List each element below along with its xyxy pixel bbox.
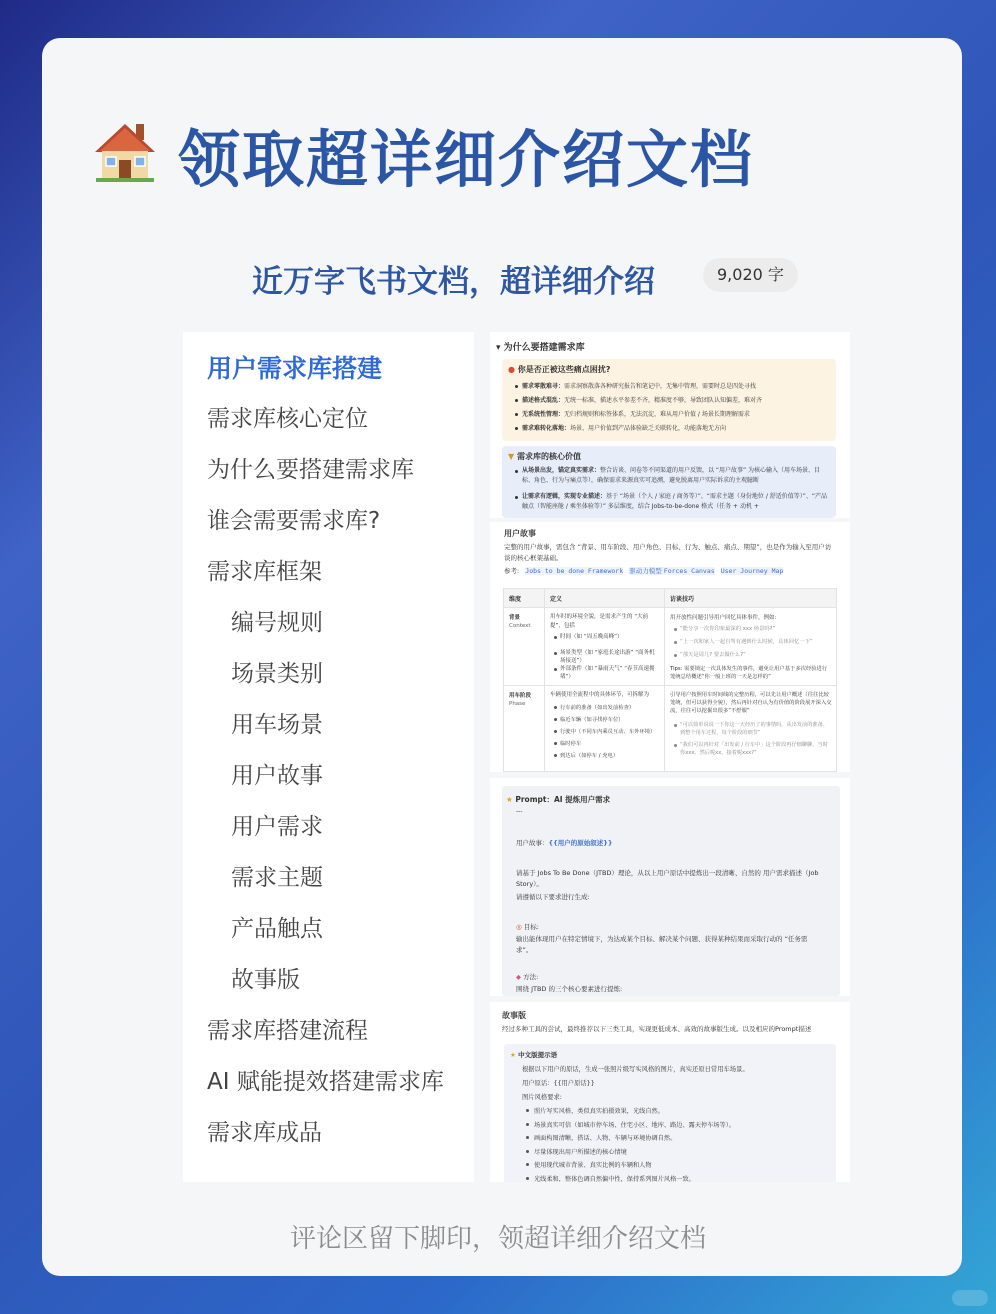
footer-cta: 评论区留下脚印，领超详细介绍文档: [289, 1224, 706, 1254]
trophy-icon: ▼: [508, 452, 515, 461]
definition-bullet: 外部条件（如 “暴雨天气” “春节高速拥堵”）: [560, 666, 655, 680]
prompt-text: 请遵循以下要求进行生成:: [516, 893, 590, 901]
bullet-dot: [554, 668, 557, 671]
toc-item[interactable]: 产品触点: [231, 916, 323, 942]
bullet-dot: [515, 399, 518, 402]
section-heading-text: 为什么要搭建需求库: [503, 343, 585, 353]
style-requirement: 场景真实可信（如城市停车场、住宅小区、地库、路边、露天停车场等）。: [534, 1121, 736, 1129]
style-requirement: 尽量体现出用户所描述的核心情境: [534, 1148, 627, 1156]
table-of-contents: [183, 332, 474, 1182]
row-dimension: 用车阶段: [509, 693, 532, 699]
pain-point-label: 无系统性管理：: [522, 411, 565, 418]
prompt-text: 围绕 JTBD 的三个核心要素进行提炼:: [516, 985, 623, 993]
definition-bullet: 时间（如 “周五晚高峰”）: [560, 634, 623, 640]
bullet-dot: [526, 1150, 529, 1153]
prompt-text: 请基于 Jobs To Be Done（JTBD）理论，从以上用户原话中提炼出一段清晰、自然的 用户需求描述（Job: [516, 869, 819, 877]
definition-bullet: 场景类型（如 “家庭长途出游” “商务机场接送”）: [560, 650, 655, 664]
definition-bullet: 行车前的准备（如出发前检查）: [560, 705, 635, 711]
callout-title: 需求库的核心价值: [516, 452, 581, 461]
tool-icon: ◆: [516, 973, 521, 981]
section-title: 用户故事: [504, 529, 536, 538]
bullet-dot: [554, 730, 557, 733]
prompt-text: 根据以下用户的原话，生成一张照片级写实风格的图片，真实还原日常用车场景。: [522, 1066, 749, 1073]
target-icon: ◎: [516, 923, 522, 931]
prompt-label: 方法:: [523, 973, 539, 981]
bullet-dot: [526, 1177, 529, 1180]
bullet-dot: [674, 724, 677, 727]
pain-point-text: 场景、用户价值到产品体验缺乏关联转化，功能落地无方向: [570, 425, 727, 432]
bullet-dot: [674, 654, 677, 657]
bullet-dot: [674, 641, 677, 644]
toc-item[interactable]: AI 赋能提效搭建需求库: [207, 1069, 444, 1095]
row-dimension-en: Context: [509, 623, 531, 629]
storyboard-prompt-box: [504, 1044, 836, 1182]
bullet-dot: [554, 718, 557, 721]
bullet-dot: [515, 496, 518, 499]
section-desc: 经过多种工具的尝试，最终推荐以下三类工具，实现更低成本、高效的故事版生成。以及相应的Prompt描述: [502, 1025, 812, 1033]
bullet-dot: [526, 1109, 529, 1112]
row-definition: 用车时的环境全貌，是需求产生的 “大前提”，包括: [550, 614, 649, 629]
doc-section-why: [490, 332, 850, 518]
doc-section-user-story: [490, 522, 850, 772]
toc-item[interactable]: 需求库核心定位: [207, 406, 368, 432]
value-text: 基于 “场景（个人 / 家庭 / 商务等）”、“需求主题（身份地位 / 舒适价值等）”、“产品触点（智能座舱 / 乘坐体验等）” 多层维度，结合 Jobs-to-be-done 格式（任务 + 动机 +: [522, 493, 827, 510]
style-requirement: 光线柔和，整体色调自然偏中性，保持系列图片风格一致。: [534, 1175, 695, 1182]
pin-icon: ●: [508, 365, 515, 374]
reference-link[interactable]: 驱动力模型 Forces Canvas: [629, 567, 715, 575]
pain-point-text: 无归档规则和标签体系，无法沉淀，难从用户价值 / 场景长期理解需求: [564, 411, 750, 418]
toc-item[interactable]: 用户需求: [231, 814, 323, 840]
interview-tip-bullet: “那天是周几? 要去做什么?”: [680, 652, 746, 658]
section-desc: 谈的核心框架基础。: [504, 554, 563, 562]
value-item: [522, 492, 832, 512]
callout-title: 你是否正被这些痛点困扰?: [517, 365, 611, 374]
prompt-code-block: [502, 786, 840, 996]
pain-point-label: 描述格式混乱：: [522, 397, 565, 404]
page-subtitle: 近万字飞书文档，超详细介绍: [252, 264, 655, 300]
bullet-dot: [526, 1136, 529, 1139]
interview-tip-bullet: “能分享一次你印象最深的 xxx 场景吗?”: [680, 626, 776, 632]
pain-point-text: 需求洞察散落各种研究报告和笔记中，无集中管理，需要时总是四处寻找: [564, 383, 757, 390]
bullet-dot: [515, 427, 518, 430]
doc-section-prompt: [490, 778, 850, 996]
pain-point-label: 需求零散难寻：: [522, 383, 565, 390]
bullet-dot: [526, 1123, 529, 1126]
prompt-variable: {{用户的原始叙述}}: [548, 839, 613, 847]
star-icon: ★: [506, 795, 513, 804]
core-value-callout: [502, 446, 836, 518]
column-header: 定义: [550, 596, 563, 603]
style-requirement: 使用现代城市背景、真实比例的车辆和人物: [534, 1162, 652, 1169]
pain-point-item: [522, 395, 762, 404]
star-icon: ★: [510, 1051, 516, 1059]
row-definition: 车辆使用全流程中的具体环节，可拆解为: [550, 692, 650, 698]
pain-point-item: [522, 381, 756, 390]
toc-item[interactable]: 需求库搭建流程: [207, 1018, 368, 1044]
bullet-dot: [554, 742, 557, 745]
toc-item[interactable]: 为什么要搭建需求库: [207, 457, 414, 483]
page-title: 领取超详细介绍文档: [178, 123, 755, 196]
interview-tip-bullet: “上一次和家人一起自驾有遇到什么时候，具体回忆一下”: [680, 639, 813, 645]
bullet-dot: [554, 754, 557, 757]
bullet-dot: [674, 628, 677, 631]
prompt-label: 目标:: [523, 923, 539, 931]
user-story-table: [503, 588, 837, 772]
doc-section-storyboard: [490, 1002, 850, 1182]
pain-points-callout: [502, 359, 836, 441]
prompt-title: 中文版提示语: [518, 1051, 558, 1059]
interview-tip: 引导用户按照用车时间线的完整历程，可以先让用户概述（往往比较笼统，但可以获得全貌），然后再针对自认为有价值的阶段展开深入交流，往往可以挖掘出很多“不舒服”: [670, 692, 832, 714]
bullet-dot: [554, 636, 557, 639]
pain-point-label: 需求难转化落地：: [522, 425, 571, 432]
prompt-text: 求”。: [516, 946, 533, 954]
toc-item[interactable]: 用户需求库搭建: [207, 354, 383, 383]
row-dimension-en: Phase: [509, 701, 526, 707]
collapse-toggle-icon[interactable]: ▾: [496, 343, 504, 353]
toc-item[interactable]: 场景类别: [231, 661, 323, 687]
pain-point-text: 无统一标准，描述水平参差不齐，精准度不够，导致团队认知偏差，难对齐: [564, 397, 763, 404]
section-desc: 完整的用户故事，需包含 “背景、用车阶段、用户角色、目标、行为、触点、痛点、期望”，也是作为输入至用户访: [504, 543, 832, 551]
prompt-text: 输出能体现用户在特定情境下，为达成某个目标、解决某个问题、获得某种结果而采取行动的 “任务需: [516, 935, 808, 943]
toc-item[interactable]: 故事版: [231, 967, 300, 993]
bullet-dot: [515, 385, 518, 388]
pain-point-item: [522, 423, 726, 432]
row-dimension: 背景: [509, 615, 521, 621]
pain-point-item: [522, 409, 750, 418]
column-header: 维度: [509, 596, 522, 603]
bullet-dot: [554, 652, 557, 655]
word-count-badge: 9,020 字: [703, 258, 798, 292]
prompt-title: Prompt：AI 提炼用户需求: [515, 795, 611, 804]
toc-item[interactable]: 需求主题: [231, 865, 323, 891]
toc-item[interactable]: 编号规则: [231, 610, 323, 636]
style-requirement: 照片写实风格，类似真实拍摄效果，光线自然。: [534, 1108, 664, 1115]
interview-tip: 用开放性问题引导用户回忆具体事件，例如:: [670, 615, 777, 621]
value-label: 让需求有逻辑，实现专业描述：: [522, 493, 607, 500]
column-header: 访谈技巧: [670, 596, 695, 603]
bullet-dot: [515, 470, 518, 473]
value-text: 整合访谈、问卷等不同渠道的用户反馈，以 “用户故事” 为核心输入（用车场景、目标、角色、行为与痛点等），确保需求来源真实可追溯，避免脱离用户实际诉求的主观臆断: [522, 467, 821, 484]
section-title: 故事版: [502, 1011, 526, 1020]
toc-item[interactable]: 用车场景: [231, 712, 323, 738]
prompt-text: 用户原话：{{用户原话}}: [522, 1080, 595, 1087]
bullet-dot: [554, 706, 557, 709]
value-label: 从场景出发，锚定真实需求：: [522, 467, 601, 474]
value-item: [522, 466, 832, 486]
definition-bullet: 到达后（如停车 / 充电）: [560, 753, 619, 759]
interview-tip: Tips: 需要锁定一次具体发生的事件，避免让用户基于多次经验进行笼统总结概述“你一般上班的一天是怎样的”: [670, 666, 828, 680]
prompt-text: 图片风格要求:: [522, 1094, 562, 1101]
toc-item[interactable]: 谁会需要需求库?: [207, 508, 381, 534]
style-requirement: 画面构图清晰，搭话、人物、车辆与环境协调自然。: [534, 1135, 677, 1142]
prompt-text: Story）。: [516, 880, 543, 888]
definition-bullet: 临时停车: [560, 741, 582, 747]
definition-bullet: 行驶中（不同车内乘员互动、车外环境）: [560, 729, 656, 735]
bullet-dot: [515, 413, 518, 416]
bullet-dot: [526, 1163, 529, 1166]
prompt-label: 用户故事：: [516, 839, 549, 847]
reference-label: 参考:: [504, 567, 520, 575]
toc-item[interactable]: 需求库成品: [207, 1120, 322, 1146]
reference-link[interactable]: User Journey Map: [720, 567, 784, 575]
interview-tip-bullet: “可以简单说说一下你这一天经历了的事情吗，从出发前的准备、到整个用车过程、每个阶段的细节”: [680, 722, 828, 736]
toc-item[interactable]: 需求库框架: [207, 559, 322, 585]
house-icon: [92, 118, 158, 184]
prompt-divider: ---: [516, 808, 523, 815]
watermark-badge: [952, 1290, 988, 1306]
toc-item[interactable]: 用户故事: [231, 763, 323, 789]
bullet-dot: [674, 744, 677, 747]
definition-bullet: 临近车辆（如寻找停车位）: [560, 717, 624, 723]
interview-tip-bullet: “我们可以再针对「出发前 / 行车中」这个阶段再仔细聊聊，当时你xxx，然后呢xx，接着呢xxx?”: [680, 742, 828, 756]
reference-link[interactable]: Jobs to be done Framework: [525, 567, 624, 575]
section-heading[interactable]: [496, 340, 585, 353]
